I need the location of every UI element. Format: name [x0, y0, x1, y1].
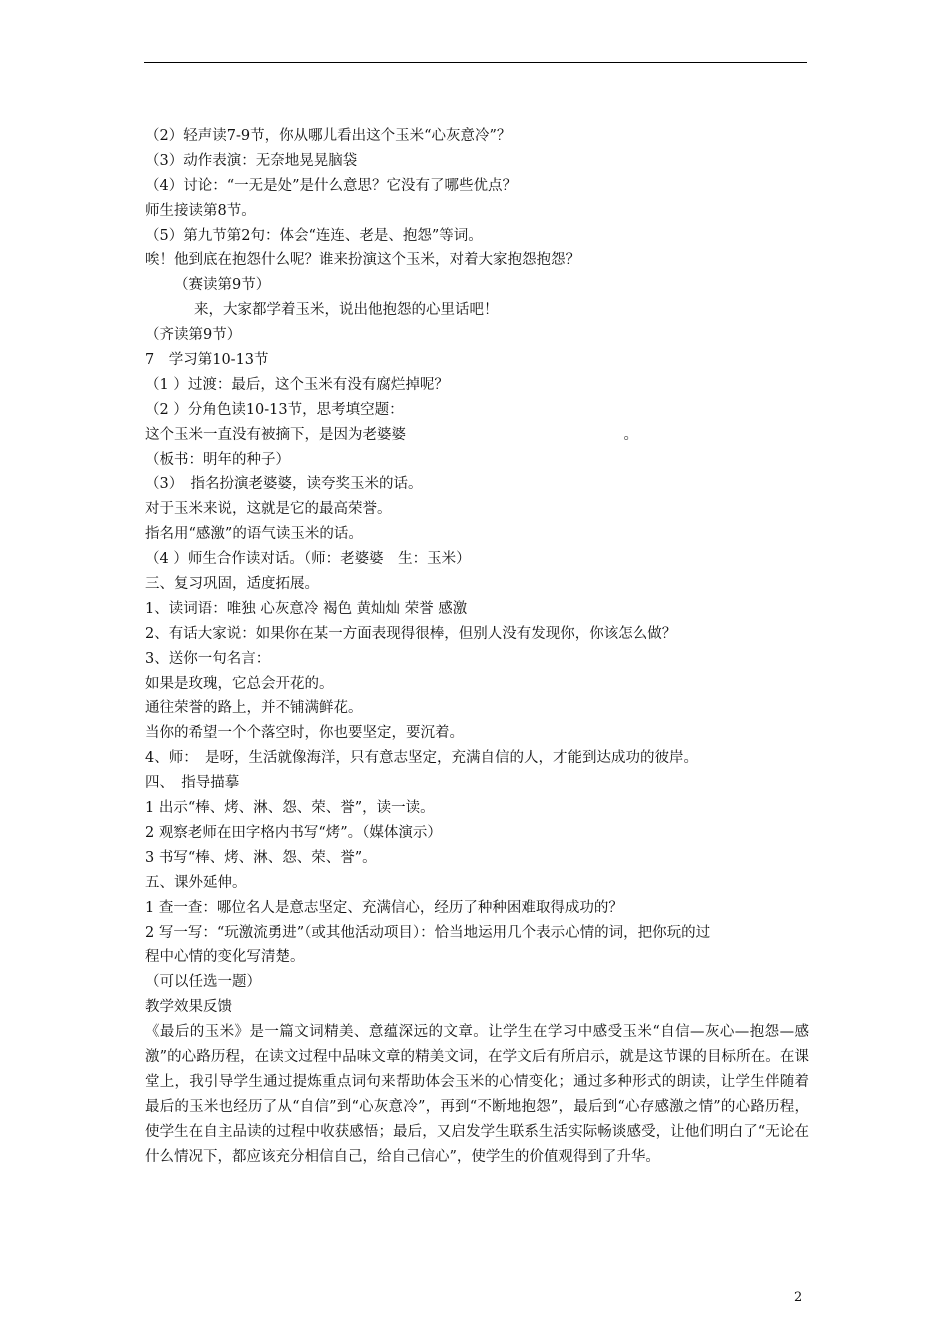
text-line: 1、读词语：唯独 心灰意冷 褐色 黄灿灿 荣誉 感激	[145, 600, 468, 617]
text-line: （齐读第9节）	[145, 327, 242, 344]
text-line: （3）动作表演：无奈地晃晃脑袋	[145, 152, 358, 169]
text-line: （板书：明年的种子）	[145, 451, 290, 468]
text-line: 这个玉米一直没有被摘下，是因为老婆婆 。	[145, 426, 638, 443]
section-heading: 教学效果反馈	[145, 999, 232, 1016]
text-line: （4）讨论：“一无是处”是什么意思？它没有了哪些优点？	[145, 177, 518, 194]
section-heading: 三、复习巩固，适度拓展。	[145, 576, 319, 593]
text-line: 2 观察老师在田字格内书写“烤”。（媒体演示）	[145, 824, 442, 841]
text-line: 对于玉米来说，这就是它的最高荣誉。	[145, 501, 392, 518]
text-line: 程中心情的变化写清楚。	[145, 949, 305, 966]
feedback-paragraph: 《最后的玉米》是一篇文词精美、意蕴深远的文章。让学生在学习中感受玉米“自信—灰心—抱怨—感激”的心路历程，在读文过程中品味文章的精美文词，在学文后有所启示，就是这节课的目标所在。在课堂上，我引导学生通过提炼重点词句来帮助体会玉米的心情变化；通过多种形式的朗读，让学生伴随着最后的玉米也经历了从“自信”到“心灰意冷”，再到“不断地抱怨”，最后到“心存感激之情”的心路历程，使学生在自主品读的过程中收获感悟；最后，又启发学生联系生活实际畅谈感受，让他们明白了“无论在什么情况下，都应该充分相信自己，给自己信心”，使学生的价值观得到了升华。	[145, 1024, 809, 1165]
text-line: 3 书写“棒、烤、淋、怨、荣、誉”。	[145, 849, 377, 866]
document-body	[145, 124, 809, 1170]
page-number: 2	[794, 1290, 803, 1305]
text-line: 通往荣誉的路上，并不铺满鲜花。	[145, 700, 363, 717]
text-line: 师生接读第8节。	[145, 202, 256, 219]
text-line: 1 查一查：哪位名人是意志坚定、充满信心，经历了种种困难取得成功的？	[145, 899, 623, 916]
text-line: 1 出示“棒、烤、淋、怨、荣、誉”，读一读。	[145, 800, 435, 817]
text-line: （赛读第9节）	[174, 277, 271, 294]
text-line: （可以任选一题）	[145, 974, 261, 991]
text-line: （2 ）分角色读10-13节，思考填空题：	[145, 401, 404, 418]
text-line: 2、有话大家说：如果你在某一方面表现得很棒，但别人没有发现你，你该怎么做？	[145, 625, 677, 642]
text-line: 唉！他到底在抱怨什么呢？谁来扮演这个玉米，对着大家抱怨抱怨？	[145, 252, 580, 269]
text-line: 2 写一写：“玩激流勇进”（或其他活动项目）：恰当地运用几个表示心情的词，把你玩的过	[145, 924, 711, 941]
text-line: 当你的希望一个个落空时，你也要坚定，要沉着。	[145, 725, 464, 742]
text-line: 3、送你一句名言：	[145, 650, 271, 667]
text-line: （2）轻声读7-9节，你从哪儿看出这个玉米“心灰意冷”？	[145, 128, 512, 144]
text-line: 4、师： 是呀，生活就像海洋，只有意志坚定，充满自信的人，才能到达成功的彼岸。	[145, 750, 698, 767]
text-line: （1 ）过渡：最后，这个玉米有没有腐烂掉呢？	[145, 376, 449, 393]
text-line: 如果是玫瑰，它总会开花的。	[145, 675, 334, 692]
text-line: 指名用“感激”的语气读玉米的话。	[145, 526, 363, 543]
text-line: （5）第九节第2句：体会“连连、老是、抱怨”等词。	[145, 227, 483, 244]
section-heading: 四、 指导描摹	[145, 775, 240, 792]
text-line: 来，大家都学着玉米，说出他抱怨的心里话吧！	[194, 302, 499, 319]
text-line: （4 ）师生合作读对话。（师：老婆婆 生：玉米）	[145, 551, 471, 568]
section-heading: 五、课外延伸。	[145, 874, 247, 891]
header-rule	[144, 62, 807, 63]
section-heading: 7 学习第10-13节	[145, 352, 269, 369]
text-line: （3） 指名扮演老婆婆，读夸奖玉米的话。	[145, 476, 423, 493]
